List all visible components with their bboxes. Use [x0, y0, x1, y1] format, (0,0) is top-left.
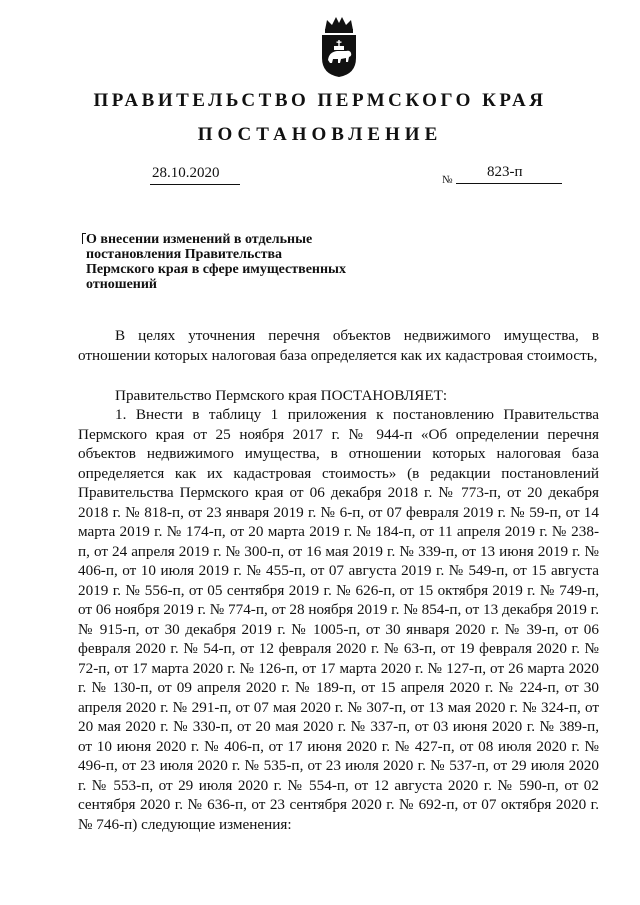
- subject-text: О внесении изменений в отдельные постановления Правительства Пермского края в сфере имущественных отношений: [86, 232, 346, 292]
- item-1-paragraph: [78, 405, 599, 834]
- resolves-text: Правительство Пермского края ПОСТАНОВЛЯЕТ:: [115, 387, 448, 404]
- preamble-text: В целях уточнения перечня объектов недвижимого имущества, в отношении которых налоговая база определяется как их кадастровая стоимость,: [78, 327, 599, 364]
- preamble-paragraph: [78, 326, 599, 365]
- document-type: ПОСТАНОВЛЕНИЕ: [197, 124, 443, 145]
- document-subject: [86, 232, 346, 292]
- item-1-text: 1. Внести в таблицу 1 приложения к постановлению Правительства Пермского края от 25 ноября 2017 г. № 944-п «Об определении перечня объектов недвижимого имущества, в отношении которых налоговая база определяется как их кадастровая стоимость» (в редакции постановлений Правительства Пермского края от 06 декабря 2018 г. № 773-п, от 20 декабря 2018 г. № 818-п, от 23 января 2019 г. № 6-п, от 07 февраля 2019 г. № 59-п, от 14 марта 2019 г. № 174-п, от 20 марта 2019 г. № 184-п, от 11 апреля 2019 г. № 238-п, от 24 апреля 2019 г. № 300-п, от 16 мая 2019 г. № 339-п, от 13 июня 2019 г. № 406-п, от 10 июля 2019 г. № 455-п, от 07 августа 2019 г. № 549-п, от 15 августа 2019 г. № 556-п, от 05 сентября 2019 г. № 626-п, от 15 октября 2019 г. № 749-п, от 06 ноября 2019 г. № 774-п, от 28 ноября 2019 г. № 854-п, от 13 декабря 2019 г. № 915-п, от 30 декабря 2019 г. № 1005-п, от 30 января 2020 г. № 39-п, от 06 февраля 2020 г. № 54-п, от 12 февраля 2020 г. № 63-п, от 19 февраля 2020 г. № 72-п, от 17 марта 2020 г. № 126-п, от 17 марта 2020 г. № 127-п, от 26 марта 2020 г. № 130-п, от 09 апреля 2020 г. № 189-п, от 15 апреля 2020 г. № 224-п, от 30 апреля 2020 г. № 291-п, от 07 мая 2020 г. № 307-п, от 13 мая 2020 г. № 324-п, от 20 мая 2020 г. № 330-п, от 20 мая 2020 г. № 337-п, от 03 июня 2020 г. № 389-п, от 10 июня 2020 г. № 406-п, от 17 июня 2020 г. № 427-п, от 08 июля 2020 г. № 496-п, от 23 июля 2020 г. № 535-п, от 23 июля 2020 г. № 537-п, от 29 июля 2020 г. № 553-п, от 29 июля 2020 г. № 554-п, от 12 августа 2020 г. № 590-п, от 02 сентября 2020 г. № 636-п, от 23 сентября 2020 г. № 692-п, от 07 октября 2020 г. № 746-п) следующие изменения:: [78, 406, 599, 833]
- corner-mark: [82, 233, 86, 244]
- date-underline: [150, 184, 240, 185]
- document-date: 28.10.2020: [152, 165, 220, 181]
- government-title: ПРАВИТЕЛЬСТВО ПЕРМСКОГО КРАЯ: [93, 90, 547, 111]
- number-underline: [456, 183, 562, 184]
- number-label: №: [442, 174, 453, 186]
- coat-of-arms-icon: [319, 14, 359, 78]
- document-number: 823-п: [487, 164, 523, 180]
- resolves-paragraph: [78, 386, 599, 406]
